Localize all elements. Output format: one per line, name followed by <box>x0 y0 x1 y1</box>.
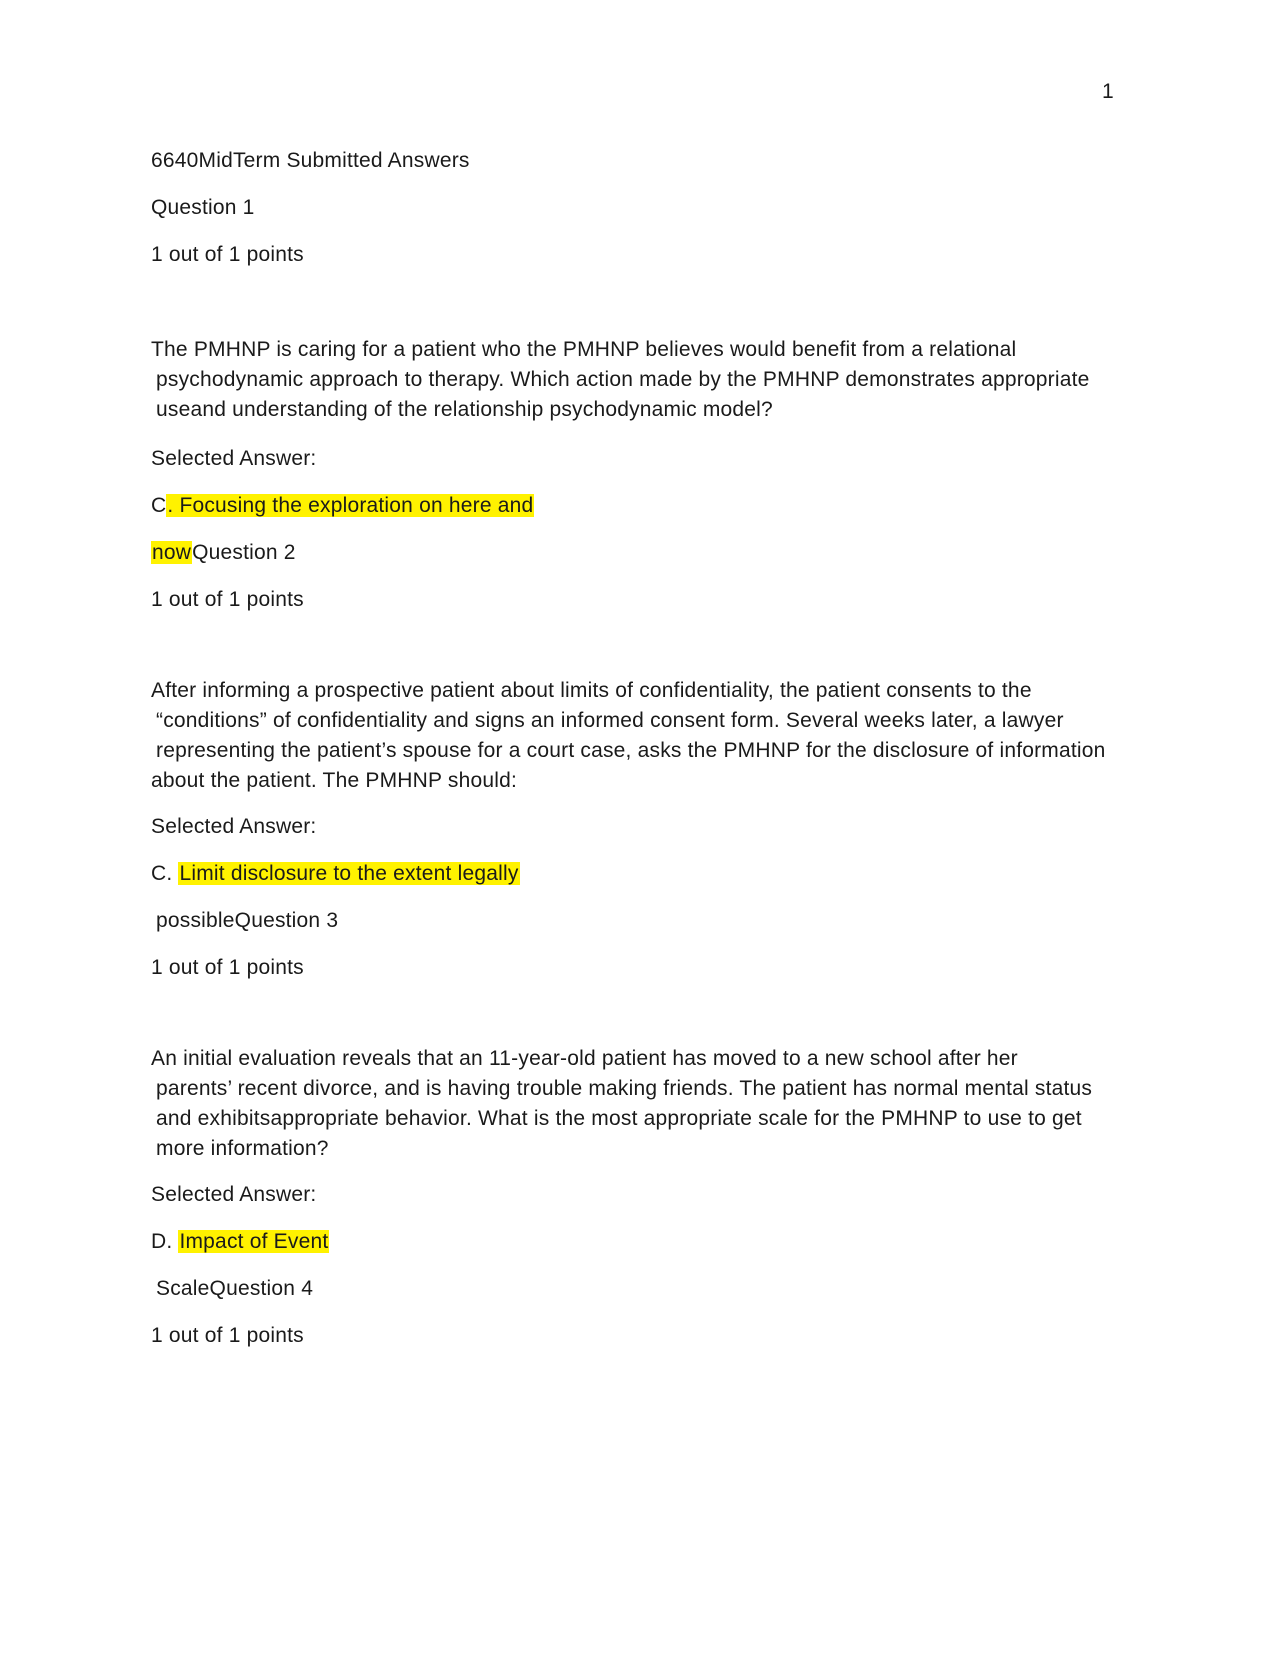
question-1-points: 1 out of 1 points <box>151 243 304 266</box>
question-1-answer-cont <box>151 539 296 567</box>
question-text-line: parents’ recent divorce, and is having trouble making friends. The patient has normal mental status <box>156 1077 1093 1100</box>
question-text-line: psychodynamic approach to therapy. Which action made by the PMHNP demonstrates appropriate <box>156 368 1090 391</box>
question-2-text <box>151 676 1121 796</box>
question-text-line: representing the patient’s spouse for a court case, asks the PMHNP for the disclosure of information <box>156 739 1106 762</box>
question-3-answer <box>151 1228 329 1256</box>
question-text-line: more information? <box>156 1137 329 1160</box>
answer-prefix: D. <box>151 1230 173 1253</box>
question-text-line: useand understanding of the relationship psychodynamic model? <box>156 398 773 421</box>
document-title: 6640MidTerm Submitted Answers <box>151 149 470 172</box>
question-2-points: 1 out of 1 points <box>151 588 304 611</box>
question-4-heading: Question 4 <box>209 1277 314 1300</box>
answer-highlight: Limit disclosure to the extent legally <box>179 862 519 885</box>
question-1-answer <box>151 492 534 520</box>
question-3-points: 1 out of 1 points <box>151 956 304 979</box>
question-3-answer-cont <box>151 1275 313 1303</box>
page-number: 1 <box>1102 80 1114 103</box>
question-text-line: The PMHNP is caring for a patient who the PMHNP believes would benefit from a relational <box>151 338 1017 361</box>
question-3-heading: Question 3 <box>234 909 339 932</box>
answer-continuation: possible <box>156 909 235 932</box>
question-2-answer-cont <box>151 907 338 935</box>
question-2-answer <box>151 860 520 888</box>
answer-prefix: C <box>151 494 167 517</box>
answer-continuation: Scale <box>156 1277 210 1300</box>
question-text-line: about the patient. The PMHNP should: <box>151 769 517 792</box>
question-2-selected-label: Selected Answer: <box>151 815 317 838</box>
question-1-text <box>151 335 1121 425</box>
question-text-line: and exhibitsappropriate behavior. What is the most appropriate scale for the PMHNP to use to get <box>156 1107 1082 1130</box>
answer-highlight: Impact of Event <box>179 1230 329 1253</box>
question-3-selected-label: Selected Answer: <box>151 1183 317 1206</box>
question-text-line: An initial evaluation reveals that an 11-year-old patient has moved to a new school after her <box>151 1047 1018 1070</box>
question-text-line: After informing a prospective patient about limits of confidentiality, the patient consents to the <box>151 679 1032 702</box>
question-4-points: 1 out of 1 points <box>151 1324 304 1347</box>
question-1-selected-label: Selected Answer: <box>151 447 317 470</box>
answer-highlight: . Focusing the exploration on here and <box>167 494 534 517</box>
question-2-heading: Question 2 <box>192 541 296 564</box>
answer-prefix: C. <box>151 862 173 885</box>
question-3-text <box>151 1044 1121 1164</box>
question-text-line: “conditions” of confidentiality and signs an informed consent form. Several weeks later, a lawyer <box>156 709 1064 732</box>
question-1-heading: Question 1 <box>151 196 255 219</box>
answer-highlight: now <box>152 541 192 564</box>
